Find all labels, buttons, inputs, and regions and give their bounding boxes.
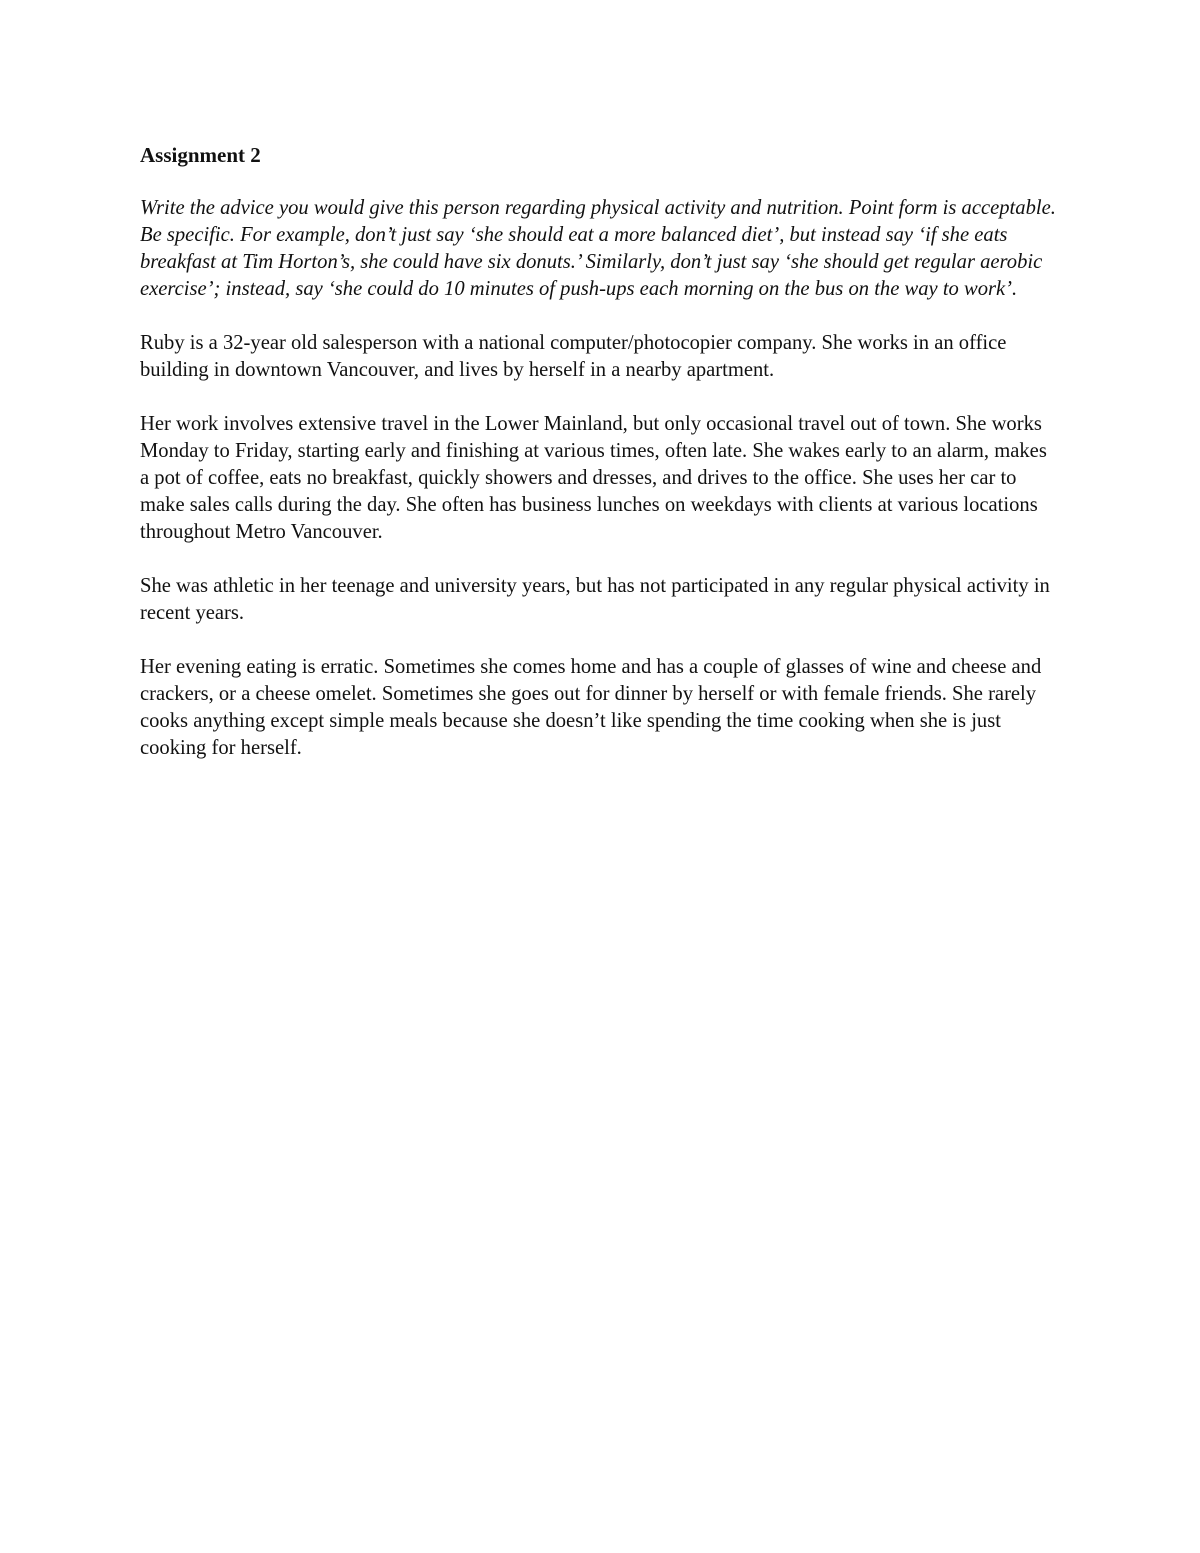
assignment-instructions: Write the advice you would give this person regarding physical activity and nutrition. Point form is acceptable. Be specific. For example, don’t just say ‘she should eat a more balanced diet’, but instead say ‘if she eats breakfast at Tim Horton’s, she could have six donuts.’ Similarly, don’t just say ‘she should get regular aerobic exercise’; instead, say ‘she could do 10 minutes of push-ups each morning on the bus on the way to work’. — [140, 197, 1056, 300]
document-title: Assignment 2 — [140, 143, 261, 167]
case-paragraph-intro: Ruby is a 32-year old salesperson with a national computer/photocopier company. She works in an office building in downtown Vancouver, and lives by herself in a nearby apartment. — [140, 332, 1007, 381]
case-paragraph-activity: She was athletic in her teenage and university years, but has not participated in any regular physical activity in recent years. — [140, 575, 1050, 624]
case-paragraph-work: Her work involves extensive travel in the Lower Mainland, but only occasional travel out of town. She works Monday to Friday, starting early and finishing at various times, often late. She wakes early to an alarm, makes a pot of coffee, eats no breakfast, quickly showers and dresses, and drives to the office. She uses her car to make sales calls during the day. She often has business lunches on weekdays with clients at various locations throughout Metro Vancouver. — [140, 413, 1047, 543]
document-body — [140, 142, 1060, 789]
case-paragraph-evening-eating: Her evening eating is erratic. Sometimes she comes home and has a couple of glasses of wine and cheese and crackers, or a cheese omelet. Sometimes she goes out for dinner by herself or with female friends. She rarely cooks anything except simple meals because she doesn’t like spending the time cooking when she is just cooking for herself. — [140, 656, 1042, 759]
